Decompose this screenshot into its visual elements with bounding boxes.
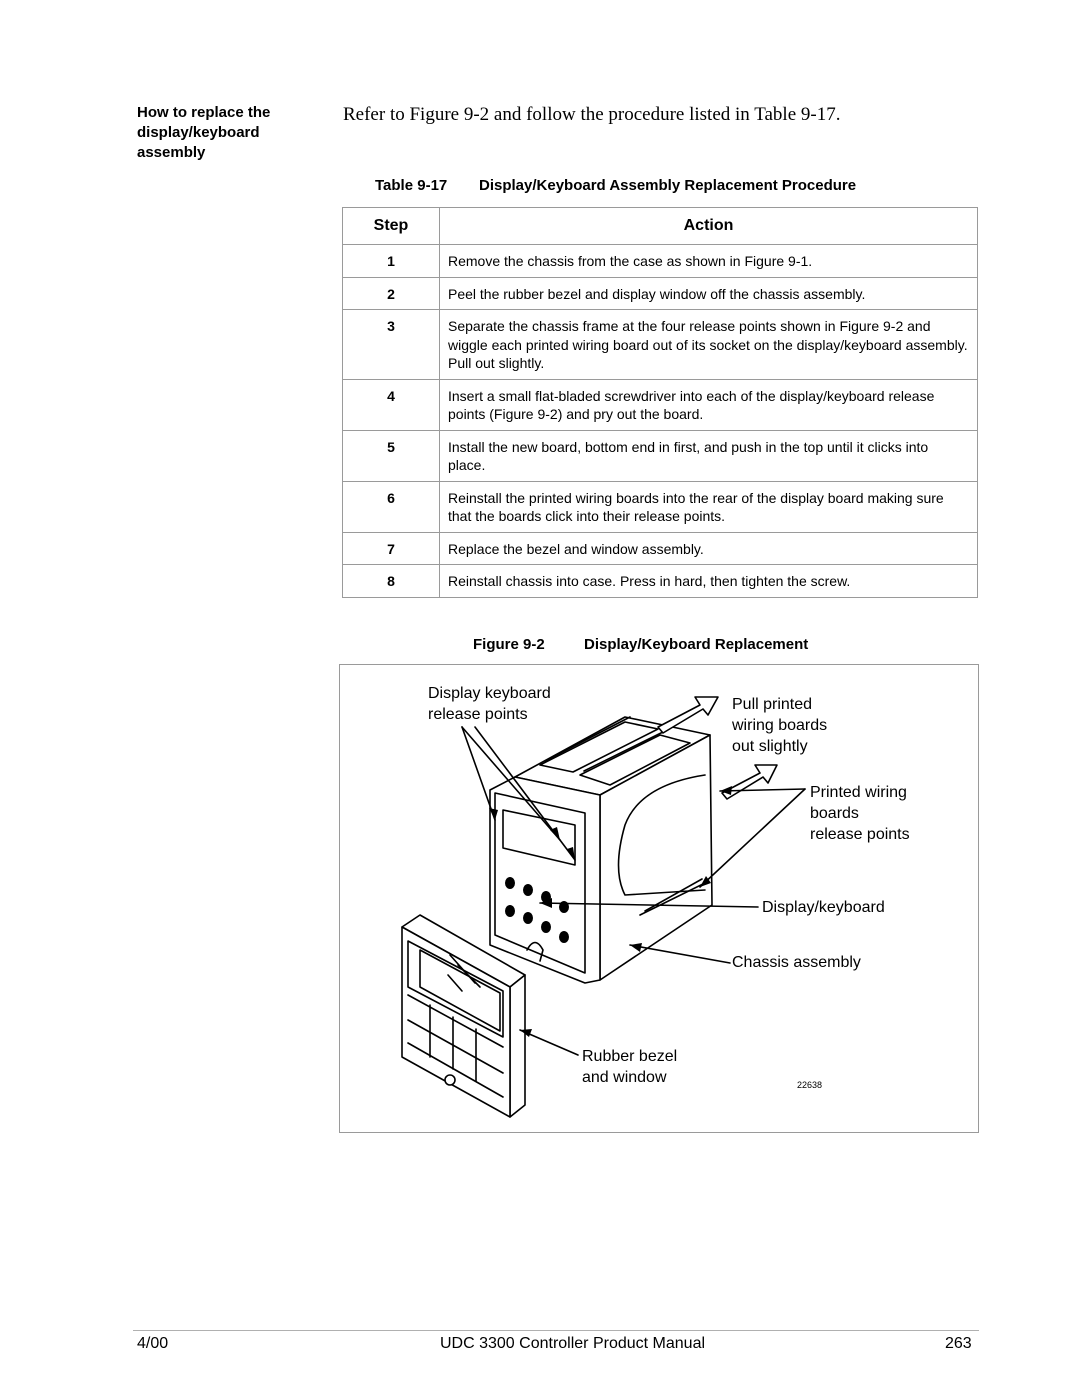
figure-number: Figure 9-2 (473, 636, 545, 653)
step-number: 2 (343, 277, 440, 310)
table-row (343, 379, 978, 430)
footer-date: 4/00 (137, 1335, 169, 1352)
step-action: Reinstall the printed wiring boards into the rear of the display board making sure that the boards click into their release points. (440, 481, 978, 532)
step-action: Peel the rubber bezel and display window off the chassis assembly. (440, 277, 978, 310)
table-row (343, 565, 978, 598)
table-row (343, 532, 978, 565)
step-number: 8 (343, 565, 440, 598)
step-action: Reinstall chassis into case. Press in hard, then tighten the screw. (440, 565, 978, 598)
label-pwb-release-points: Printed wiring boards release points (810, 784, 910, 843)
action-column-header: Action (440, 208, 978, 245)
step-action: Insert a small flat-bladed screwdriver into each of the display/keyboard release points (Figure 9-2) and pry out the board. (440, 379, 978, 430)
step-number: 6 (343, 481, 440, 532)
footer-divider (133, 1330, 979, 1331)
label-pull-boards: Pull printed wiring boards out slightly (732, 696, 828, 755)
figure-caption (340, 635, 980, 655)
figure-frame (339, 664, 979, 1133)
step-number: 7 (343, 532, 440, 565)
step-action: Install the new board, bottom end in first, and push in the top until it clicks into place. (440, 430, 978, 481)
step-number: 3 (343, 310, 440, 380)
step-column-header: Step (343, 208, 440, 245)
step-action: Remove the chassis from the case as shown in Figure 9-1. (440, 245, 978, 278)
table-row (343, 481, 978, 532)
step-number: 4 (343, 379, 440, 430)
procedure-table (342, 207, 978, 598)
drawing-number: 22638 (797, 1080, 823, 1090)
label-display-release-points: Display keyboard release points (428, 685, 551, 723)
label-rubber-bezel: Rubber bezel and window (582, 1048, 678, 1086)
table-row (343, 310, 978, 380)
footer-page-number: 263 (945, 1335, 972, 1352)
label-chassis-assembly: Chassis assembly (732, 954, 861, 971)
step-action: Replace the bezel and window assembly. (440, 532, 978, 565)
table-row (343, 277, 978, 310)
step-action: Separate the chassis frame at the four release points shown in Figure 9-2 and wiggle each printed wiring board out of its socket on the display/keyboard assembly. Pull out slightly. (440, 310, 978, 380)
table-row (343, 245, 978, 278)
table-header-row (343, 208, 978, 245)
label-display-keyboard: Display/keyboard (762, 899, 885, 916)
step-number: 5 (343, 430, 440, 481)
table-caption (343, 176, 978, 196)
figure-title: Display/Keyboard Replacement (584, 636, 809, 653)
footer-manual-title: UDC 3300 Controller Product Manual (440, 1335, 706, 1352)
intro-paragraph: Refer to Figure 9-2 and follow the procedure listed in Table 9-17. (343, 104, 841, 125)
table-title: Display/Keyboard Assembly Replacement Procedure (479, 177, 857, 194)
table-number: Table 9-17 (375, 177, 448, 194)
section-side-heading: How to replace the display/keyboard assembly (137, 104, 271, 161)
table-row (343, 430, 978, 481)
step-number: 1 (343, 245, 440, 278)
